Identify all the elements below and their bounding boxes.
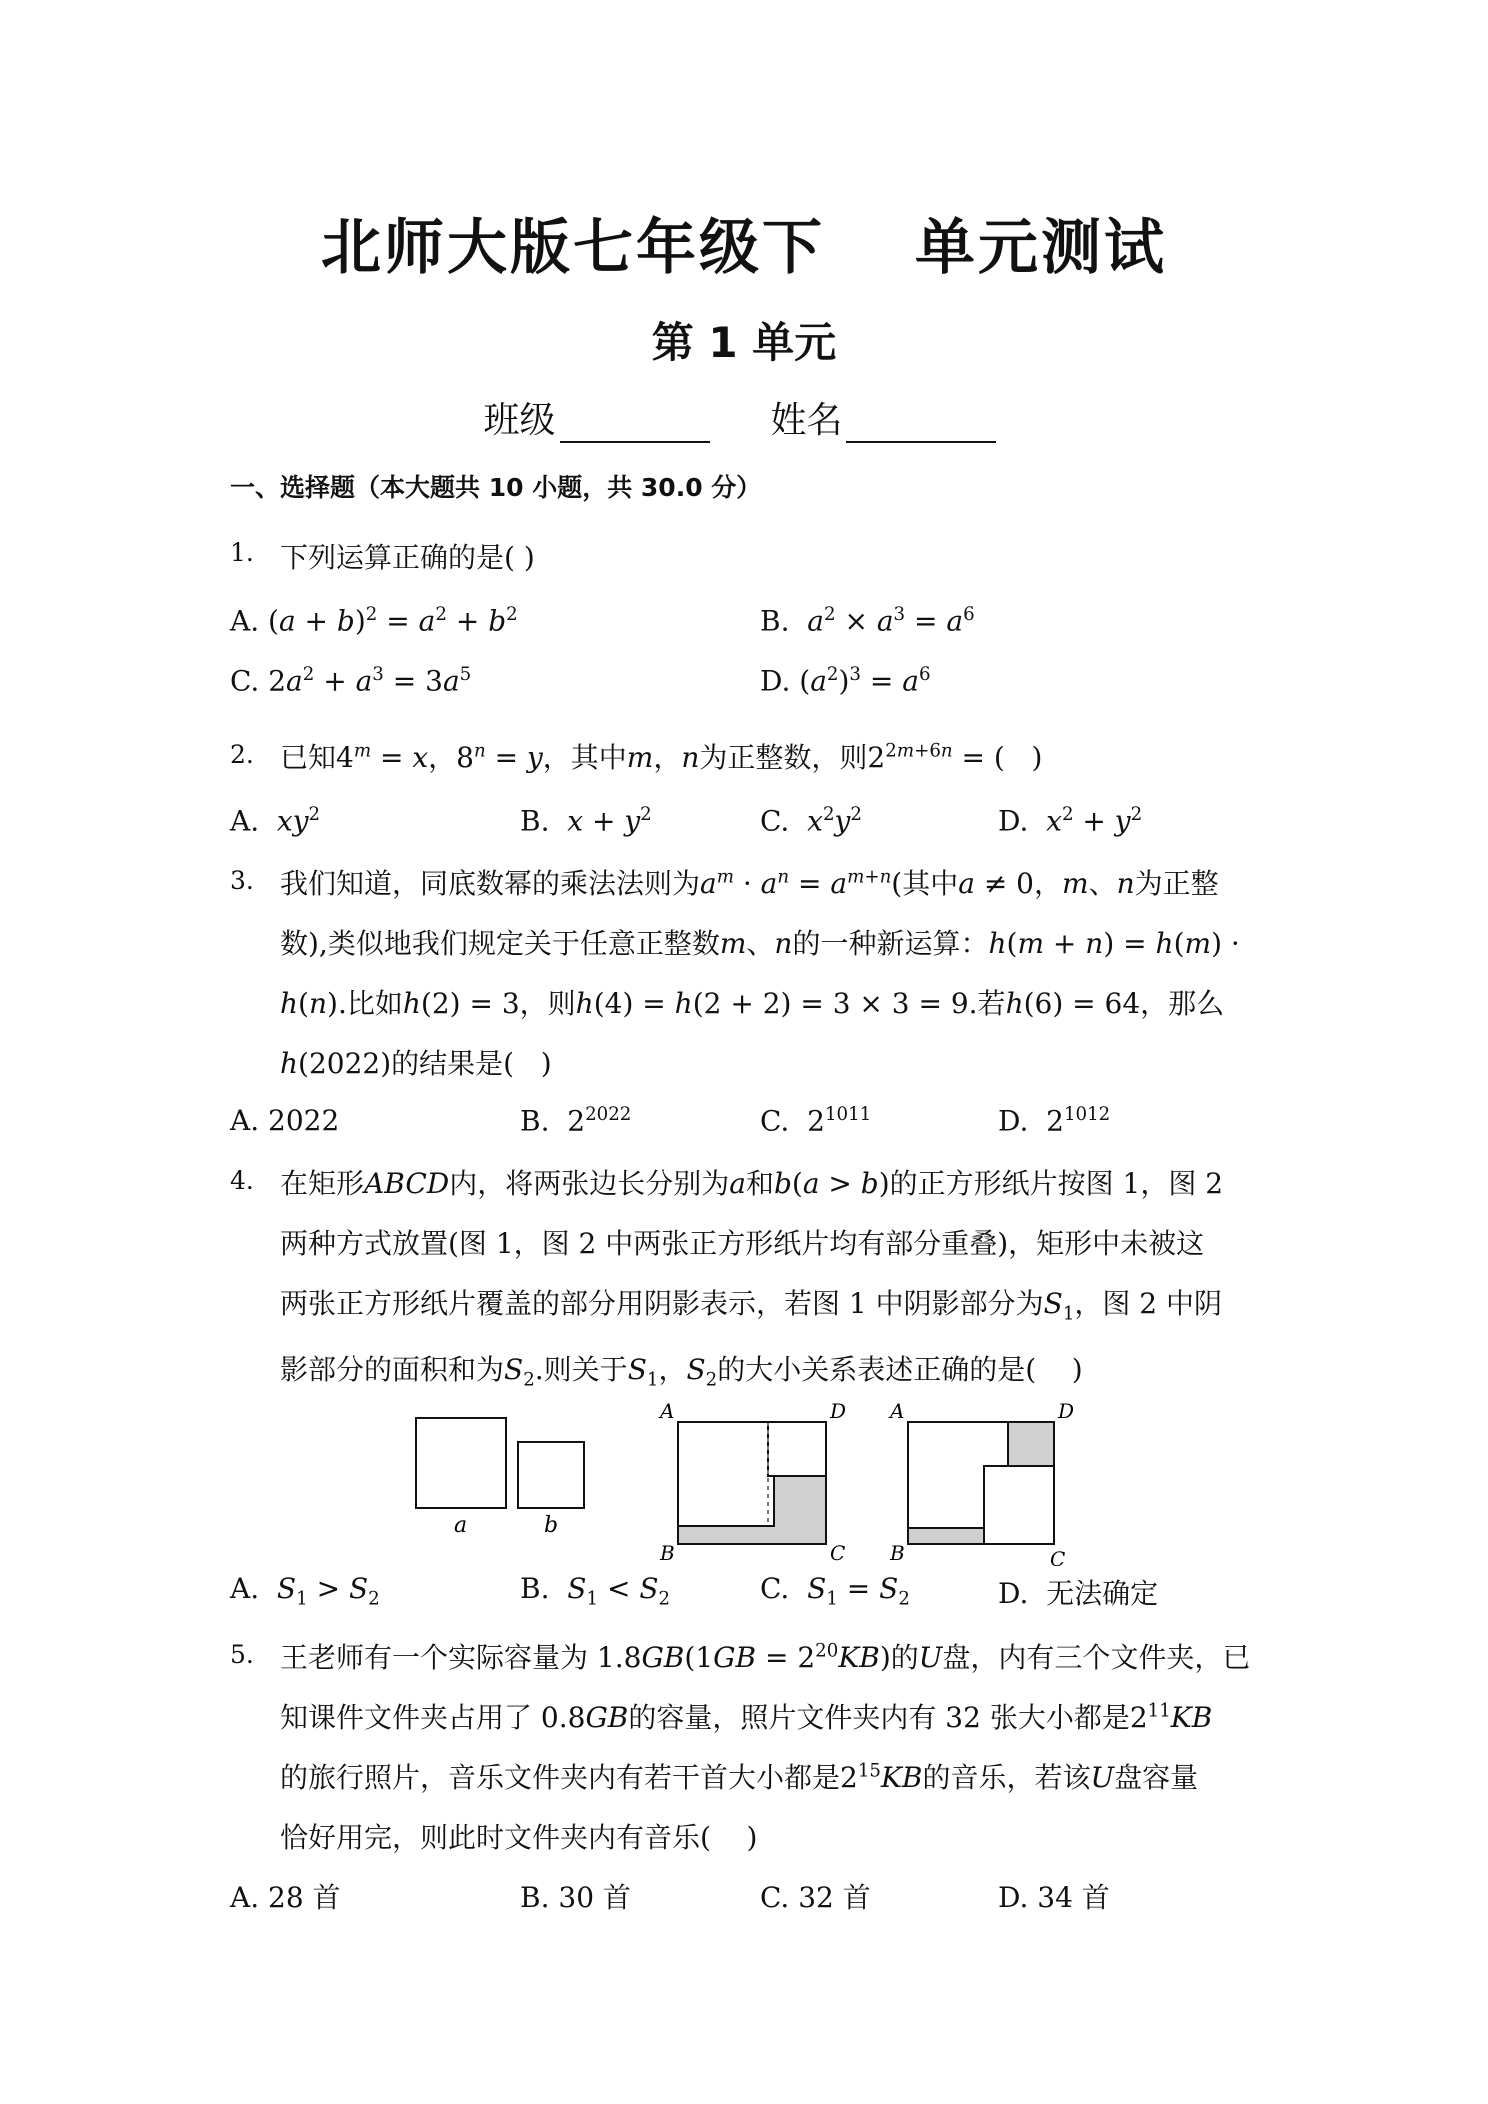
unit-subtitle: 第 1 单元 (651, 318, 837, 367)
q5-option-c[interactable]: C. 32 首 (760, 1881, 871, 1914)
q4-stem-line4: 影部分的面积和为$S_2$.则关于$S_1$，$S_2$的大小关系表述正确的是( ) (280, 1353, 1083, 1391)
q4-option-b[interactable]: B. $S_1 < S_2$ (520, 1572, 671, 1610)
q4-option-a[interactable]: A. $S_1 > S_2$ (230, 1572, 380, 1610)
square-a (416, 1418, 506, 1508)
q3-stem-line3: h(n).比如h(2) = 3，则h(4) = h(2 + 2) = 3 × 3 = 9.若h(6) = 64，那么 (280, 987, 1225, 1020)
q4-stem-line1: 在矩形ABCD内，将两张边长分别为a和b(a > b)的正方形纸片按图 1，图 2 (280, 1167, 1224, 1200)
q5-option-b[interactable]: B. 30 首 (520, 1881, 631, 1914)
q1-option-d[interactable]: D. $(a^2)^3 = a^6$ (760, 664, 931, 698)
q4-figure (400, 1396, 1100, 1566)
q4-stem-line3: 两张正方形纸片覆盖的部分用阴影表示，若图 1 中阴影部分为$S_1$，图 2 中阴 (280, 1287, 1223, 1325)
q4-option-c[interactable]: C. $S_1 = S_2$ (760, 1572, 910, 1610)
q2-option-d[interactable]: D. $x^2 + y^2$ (998, 804, 1143, 838)
q2-number: 2. (230, 740, 254, 769)
q3-stem-line2: 数),类似地我们规定关于任意正整数m、n的一种新运算：h(m + n) = h(m) · (280, 927, 1240, 960)
name-blank[interactable] (846, 409, 996, 443)
q1-option-b[interactable]: B. $a^2 \times a^3 = a^6$ (760, 604, 975, 638)
q4-option-d[interactable]: D. 无法确定 (998, 1577, 1159, 1610)
q2-option-a[interactable]: A. $xy^2$ (230, 804, 321, 838)
square-b (518, 1442, 584, 1508)
label-a: a (454, 1513, 468, 1538)
q1-stem: 下列运算正确的是( ) (280, 541, 535, 574)
q5-stem-line3: 的旅行照片，音乐文件夹内有若干首大小都是$2^{15}KB$的音乐，若该U盘容量 (280, 1760, 1199, 1794)
q2-option-c[interactable]: C. $x^2y^2$ (760, 804, 862, 838)
q2-option-b[interactable]: B. $x + y^2$ (520, 804, 652, 838)
q3-option-c[interactable]: C. $2^{1011}$ (760, 1104, 872, 1138)
q3-option-d[interactable]: D. $2^{1012}$ (998, 1104, 1111, 1138)
q5-stem-line2: 知课件文件夹占用了 0.8GB的容量，照片文件夹内有 32 张大小都是$2^{11}KB$ (280, 1700, 1213, 1734)
page-title: 北师大版七年级下 单元测试 (321, 213, 1167, 283)
svg-text:D: D (1058, 1399, 1075, 1423)
q5-option-d[interactable]: D. 34 首 (998, 1881, 1110, 1914)
svg-text:B: B (890, 1541, 905, 1565)
q1-number: 1. (230, 538, 254, 567)
q4-stem-line2: 两种方式放置(图 1，图 2 中两张正方形纸片均有部分重叠)，矩形中未被这 (280, 1227, 1205, 1260)
q3-stem-line1: 我们知道，同底数幂的乘法法则为$a^m \cdot a^n = a^{m+n}$(其中a ≠ 0，m、n为正整 (280, 866, 1219, 900)
q2-stem: 已知$4^m = x$，$8^n = y$，其中m，n为正整数，则$2^{2m+6n}$ = ( ) (280, 740, 1043, 774)
label-b: b (544, 1513, 559, 1538)
q5-number: 5. (230, 1640, 254, 1669)
q5-option-a[interactable]: A. 28 首 (230, 1881, 341, 1914)
class-name-line: 班级 姓名 (0, 392, 1488, 443)
svg-text:A: A (660, 1399, 675, 1423)
q3-number: 3. (230, 866, 254, 895)
figure-2 (888, 1399, 1074, 1566)
svg-text:B: B (660, 1541, 675, 1565)
q1-option-a[interactable]: A. $(a + b)^2 = a^2 + b^2$ (230, 604, 518, 638)
svg-text:C: C (1050, 1547, 1066, 1566)
q3-stem-line4: h(2022)的结果是( ) (280, 1047, 552, 1080)
q1-option-c[interactable]: C. $2a^2 + a^3 = 3a^5$ (230, 664, 472, 698)
q4-number: 4. (230, 1166, 254, 1195)
q3-option-b[interactable]: B. $2^{2022}$ (520, 1104, 632, 1138)
section-title: 一、选择题（本大题共 10 小题，共 30.0 分） (230, 473, 762, 502)
svg-text:A: A (890, 1399, 905, 1423)
svg-text:D: D (830, 1399, 847, 1423)
q3-option-a[interactable]: A. 2022 (230, 1104, 340, 1137)
figure-1 (658, 1399, 846, 1565)
class-blank[interactable] (560, 409, 710, 443)
q5-stem-line4: 恰好用完，则此时文件夹内有音乐( ) (280, 1821, 758, 1854)
svg-text:C: C (830, 1541, 846, 1565)
q5-stem-line1: 王老师有一个实际容量为 $1.8GB(1GB = 2^{20}KB)$的U盘，内有三个文件夹，已 (280, 1640, 1251, 1674)
